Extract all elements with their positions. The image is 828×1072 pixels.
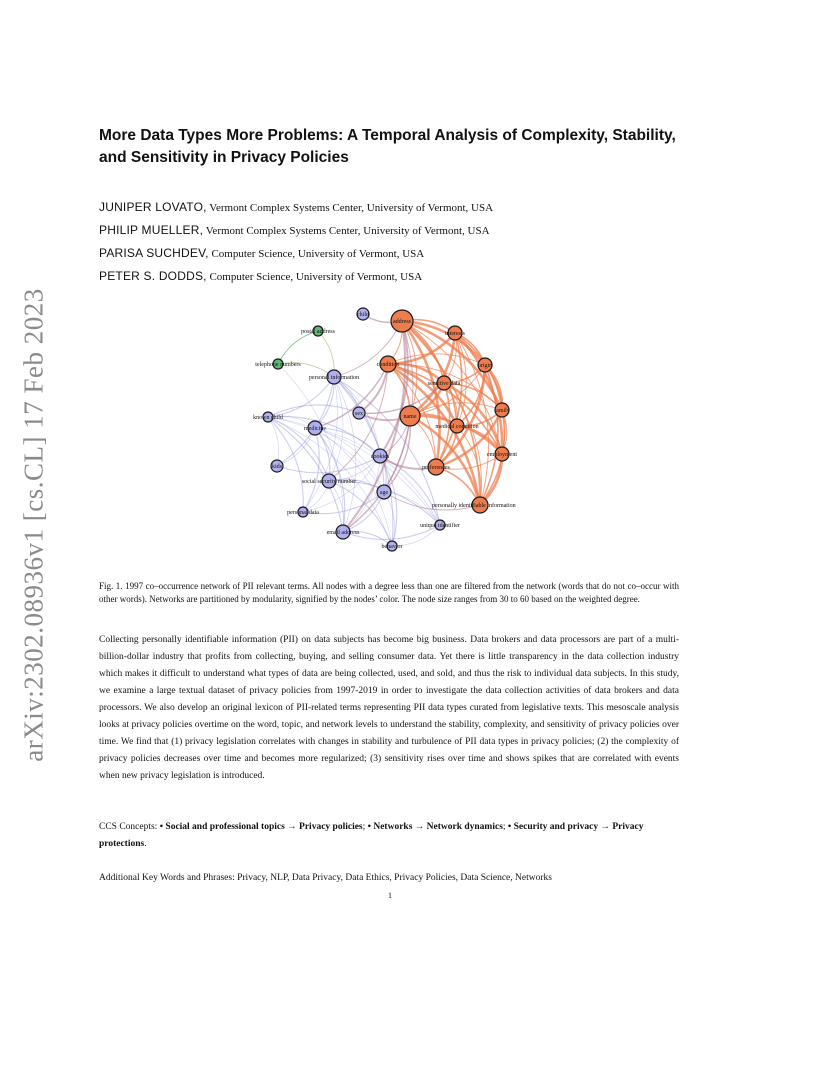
network-node <box>253 412 283 422</box>
network-node <box>420 520 460 530</box>
author-affiliation: Computer Science, University of Vermont, USA <box>208 248 425 260</box>
network-node <box>400 406 420 426</box>
node-label: name <box>403 414 417 420</box>
author-name: PHILIP MUELLER, <box>99 223 204 237</box>
network-node <box>478 358 492 372</box>
arxiv-identifier <box>14 290 54 760</box>
node-label: cookies <box>370 454 390 460</box>
node-label: personally identifiable information <box>432 503 516 509</box>
node-label: sex <box>355 411 363 417</box>
ccs-end: . <box>144 839 147 849</box>
node-label: age <box>379 490 389 496</box>
network-edge <box>268 417 279 466</box>
network-node <box>287 507 319 517</box>
ccs-separator: ; <box>362 822 368 832</box>
node-label: personal information <box>308 375 360 381</box>
node-label: postal address <box>301 329 335 335</box>
author-list <box>99 196 719 288</box>
ccs-concepts <box>99 819 679 853</box>
author-name: JUNIPER LOVATO, <box>99 200 207 214</box>
author-3 <box>99 242 719 265</box>
author-affiliation: Vermont Complex Systems Center, University of Vermont, USA <box>203 225 490 237</box>
ccs-separator: ; <box>502 822 508 832</box>
ccs-concept-3: • Security and privacy → Privacy protections <box>99 822 644 849</box>
network-figure <box>240 306 540 554</box>
node-label: sensitive data <box>427 381 461 387</box>
author-2 <box>99 219 719 242</box>
node-label: email address <box>326 530 360 536</box>
author-name: PETER S. DODDS, <box>99 269 207 283</box>
network-node <box>377 485 391 499</box>
node-label: social security number <box>301 479 357 485</box>
figure-caption: Fig. 1. 1997 co–occurrence network of PII relevant terms. All nodes with a degree less than one are filtered from the network (words that do not co–occur with other words). Networks are partitioned by modularity, signified by the nodes’ color. The node size ranges from 30 to 60 based on the weighted degree. <box>99 581 679 604</box>
node-label: telephone numbers <box>255 362 301 368</box>
network-node <box>494 403 510 417</box>
network-node <box>353 407 365 419</box>
network-node <box>382 541 403 551</box>
author-affiliation: Computer Science, University of Vermont, USA <box>206 271 423 283</box>
network-edge <box>278 331 318 364</box>
node-label: personal data <box>287 510 319 516</box>
network-node <box>432 497 516 513</box>
network-node <box>302 474 356 488</box>
network-edge <box>277 377 334 466</box>
node-label: condition <box>376 362 400 368</box>
author-4 <box>99 265 719 288</box>
node-label: preferences <box>422 465 450 471</box>
arxiv-stamp-text: arXiv:2302.08936v1 [cs.CL] 17 Feb 2023 <box>18 288 49 762</box>
ccs-concept-2: • Networks → Network dynamics <box>367 822 503 832</box>
network-node <box>301 326 335 336</box>
keywords: Additional Key Words and Phrases: Privacy, NLP, Data Privacy, Data Ethics, Privacy Policies, Data Science, Networks <box>99 873 552 883</box>
network-node <box>357 308 369 320</box>
node-label: unique identifier <box>420 523 460 529</box>
node-label: address <box>393 319 411 325</box>
network-node <box>391 310 413 332</box>
network-node <box>327 525 360 539</box>
node-label: family <box>494 408 510 414</box>
network-edge <box>315 377 334 428</box>
network-edge <box>343 456 380 532</box>
network-edge <box>268 416 380 456</box>
node-label: kids <box>271 464 283 470</box>
network-node <box>422 459 450 475</box>
ccs-prefix: CCS Concepts: <box>99 822 160 832</box>
network-graph <box>240 306 540 554</box>
node-label: origin <box>477 363 493 369</box>
node-label: child <box>357 312 369 318</box>
node-label: employment <box>487 452 517 458</box>
author-affiliation: Vermont Complex Systems Center, University of Vermont, USA <box>206 202 494 214</box>
author-1 <box>99 196 719 219</box>
node-label: known child <box>253 415 283 421</box>
network-node <box>255 359 301 369</box>
network-node <box>309 370 359 384</box>
network-node <box>271 460 283 472</box>
node-label: behavior <box>381 544 403 550</box>
abstract: Collecting personally identifiable information (PII) on data subjects has become big business. Data brokers and data processors are part of a multi-billion-dollar industry that profits from collecting, buying, and selling consumer data. Yet there is little transparency in the data collection industry which makes it difficult to understand what types of data are being collected, used, and sold, and thus the risk to individual data subjects. In this study, we examine a large textual dataset of privacy policies from 1997-2019 in order to investigate the data collection activities of data brokers and data processors. We also develop an original lexicon of PII-related terms representing PII data types curated from legislative texts. This mesoscale analysis looks at privacy policies overtime on the word, topic, and network levels to understand the stability, complexity, and sensitivity of privacy policies over time. We find that (1) privacy legislation correlates with changes in stability and turbulence of PII data types in privacy policies; (2) the complexity of privacy policies decreases over time and becomes more regularized; (3) sensitivity rises over time and shows spikes that are correlated with events when new privacy legislation is introduced. <box>99 635 679 781</box>
node-label: medical condition <box>435 424 479 430</box>
ccs-concept-1: • Social and professional topics → Privacy policies <box>159 822 363 832</box>
node-label: medicine <box>304 426 326 432</box>
network-node <box>487 447 517 461</box>
paper-title: More Data Types More Problems: A Temporal Analysis of Complexity, Stability, and Sensitivity in Privacy Policies <box>99 127 676 166</box>
page-number: 1 <box>388 891 392 900</box>
node-label: interests <box>445 331 465 337</box>
author-name: PARISA SUCHDEV, <box>99 246 209 260</box>
